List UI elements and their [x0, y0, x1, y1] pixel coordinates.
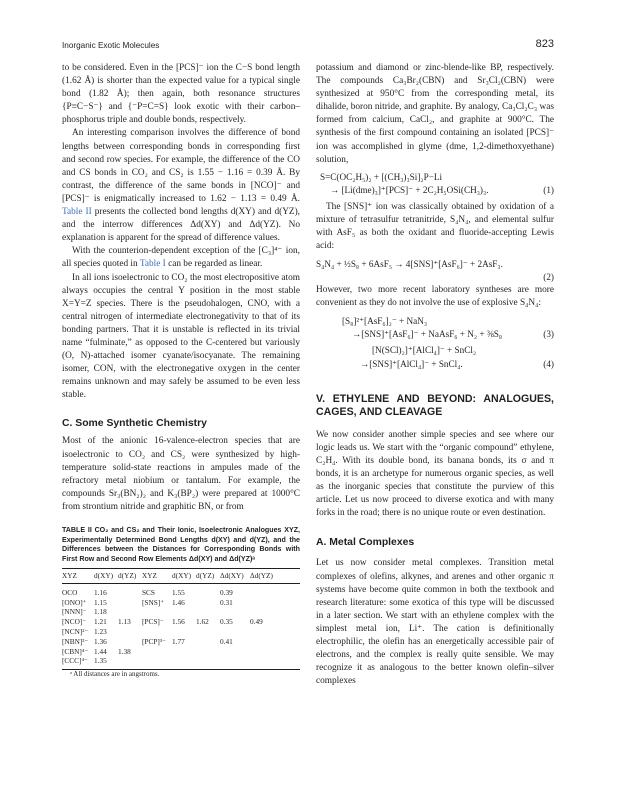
table-header-cell: d(YZ) — [196, 571, 215, 580]
table-row — [62, 656, 300, 666]
paragraph: potassium and diamond or zinc-blende-like BP, respectively. The compounds Ca₃Br₂(CBN) and Sr₃Cl₂(CBN) were synthesized at 950°C from the corresponding metal, its dihalide, boron nitride, and graphite. By analogy, Ca₃Cl₂C₃ was formed from calcium, CaCl₂, and graphite at 900°C. The synthesis of the first compound containing an isolated [PCS]⁻ ion was accomplished in glyme (dme, 1,2-dimethoxyethane) solution, — [316, 63, 554, 165]
table-header-cell: Δd(XY) — [220, 571, 244, 580]
table-cell — [118, 598, 142, 608]
table-cell — [250, 598, 300, 608]
table-row — [62, 583, 300, 597]
equation-number: (4) — [543, 358, 554, 369]
table-cell: 0.49 — [250, 617, 263, 627]
text-run: With the counterion-dependent exception of the [C₃]⁴⁻ ion, all species quoted in — [62, 246, 300, 270]
table-caption: TABLE II CO₂ and CS₂ and Their Ionic, Isoelectronic Analogues XYZ, Experimentally Determined Bond Lengths d(XY) and d(YZ), and the Differences between the Distances for Corresponding Bonds with First Row and Second Row Elements Δd(XY) and Δd(YZ)ᵃ — [62, 526, 300, 563]
table-cell — [220, 607, 250, 617]
text-run: An interesting comparison involves the difference of bond lengths between corresponding bonds in corresponding first and second row species. For example, the difference of the CO and CS bonds in CO₂ and CS₂ is 1.55 − 1.16 = 0.39 Å. By contrast, the difference of the same bonds in [NCO]⁻ and [PCS]⁻ is enigmatically increased to 1.62 − 1.13 = 0.49 Å. — [62, 128, 300, 204]
table-body — [62, 583, 300, 666]
equation-1 — [316, 171, 554, 197]
table-cell — [220, 656, 250, 666]
equation-text: →[SNS]⁺[AlCl₄]⁻ + SnCl₄. — [360, 358, 463, 369]
table-cell: 0.39 — [220, 587, 233, 597]
table-cell: [ONO]⁺ — [62, 597, 87, 607]
table-i-link[interactable]: Table I — [139, 259, 166, 270]
table-cell — [118, 583, 142, 597]
equation-number: (2) — [543, 271, 554, 282]
table-cell — [172, 656, 196, 666]
equation-line — [316, 271, 554, 284]
table-cell: 1.18 — [94, 607, 107, 617]
equation-line — [316, 358, 554, 371]
table-cell: 1.36 — [94, 636, 107, 646]
table-cell — [196, 637, 220, 647]
table-cell — [172, 647, 196, 657]
table-cell — [196, 647, 220, 657]
table-cell — [118, 607, 142, 617]
table-cell: [NBN]³⁻ — [62, 636, 89, 646]
table-cell — [250, 637, 300, 647]
paragraph — [62, 127, 300, 245]
equation-line: [S₈]²⁺[AsF₆]₂⁻ + NaN₃ — [342, 316, 428, 327]
equation-4 — [316, 344, 554, 370]
table-cell — [196, 656, 220, 666]
table-cell: [CCC]⁴⁻ — [62, 656, 88, 666]
table-cell — [220, 627, 250, 637]
table-cell — [250, 607, 300, 617]
table-row — [62, 598, 300, 608]
table-cell — [196, 583, 220, 597]
table-cell: SCS — [142, 587, 155, 597]
table-cell: 1.56 — [172, 617, 185, 627]
paragraph: Let us now consider metal complexes. Transition metal complexes of olefins, alkynes, and arenes and other organic π systems have become quite common in both the textbook and research literature: some exotica of this type will be discussed in a later section. We start with an ethylene complex with the simplest metal ion, Li⁺. The cation is definitionally electrophilic, the olefin has an energetically accessible pair of electrons, and the complex is really quite sensible. We may recognize it as analogous to the better known olefin–silver complexes — [316, 558, 554, 687]
table-cell: 1.44 — [94, 646, 107, 656]
section-heading-v: V. ETHYLENE AND BEYOND: ANALOGUES, CAGES, AND CLEAVAGE — [316, 392, 554, 418]
table-cell — [118, 627, 142, 637]
table-cell: 1.15 — [94, 597, 107, 607]
table-cell: 1.21 — [94, 617, 107, 627]
table-cell: [NCN]²⁻ — [62, 626, 89, 636]
equation-number: (1) — [543, 184, 554, 195]
equation-number: (3) — [543, 329, 554, 340]
table-header-cell: Δd(YZ) — [250, 571, 273, 580]
table-ii — [62, 526, 300, 679]
table-cell: 1.35 — [94, 656, 107, 666]
table-header-row — [62, 569, 300, 584]
table-cell: [NNN]⁻ — [62, 607, 87, 617]
section-heading-a: A. Metal Complexes — [316, 537, 415, 549]
section-heading-c: C. Some Synthetic Chemistry — [62, 418, 207, 430]
table-header-cell: d(XY) — [94, 571, 114, 580]
table-cell — [142, 627, 172, 637]
table-cell — [118, 656, 142, 666]
table-cell — [250, 627, 300, 637]
paragraph: The [SNS]⁺ ion was classically obtained by oxidation of a mixture of tetrasulfur tetranitride, S₄N₄, and elemental sulfur with AsF₅ as both the oxidant and fluoride-accepting Lewis acid: — [316, 202, 554, 252]
equation-line: S=C(OC₂H₅)₂ + [(CH₃)₃Si]₂P−Li — [320, 171, 443, 182]
paragraph: We now consider another simple species and see where our logic leads us. We start with the “organic compound” ethylene, C₂H₄. With its double bond, its banana bonds, its σ and π bonds, it is an archetype for numerous organic species, as well as the inorganic species that constitute the purview of this article. Let us now proceed to diverse exotica and with many forks in the road; there is no unique route or even destination. — [316, 429, 554, 519]
table-cell: [CBN]⁴⁻ — [62, 646, 89, 656]
table-cell: 1.13 — [118, 617, 131, 627]
table-cell — [250, 656, 300, 666]
paragraph: However, two more recent laboratory syntheses are more convenient as they do not involve the use of explosive S₄N₄: — [316, 284, 554, 308]
table-cell: [NCO]⁻ — [62, 617, 87, 627]
equation-line — [316, 184, 554, 197]
table-row — [62, 627, 300, 637]
running-title: Inorganic Exotic Molecules — [62, 41, 160, 50]
table-row — [62, 647, 300, 657]
equation-line: S₄N₄ + ½S₈ + 6AsF₅ → 4[SNS]⁺[AsF₆]⁻ + 2AsF₃. — [316, 258, 503, 269]
table-cell: 0.31 — [220, 597, 233, 607]
table-ii-grid — [62, 568, 300, 666]
equation-line: [N(SCl)₂]⁺[AlCl₄]⁻ + SnCl₂ — [372, 345, 477, 356]
table-cell: 0.35 — [220, 617, 233, 627]
table-cell: [PCS]⁻ — [142, 617, 164, 627]
text-run: can be regarded as linear. — [168, 259, 263, 270]
table-cell — [142, 607, 172, 617]
table-cell — [220, 647, 250, 657]
table-cell: OCO — [62, 587, 78, 597]
table-footnote: ᵃ All distances are in angstroms. — [70, 670, 160, 679]
table-header-cell: d(XY) — [172, 571, 192, 580]
table-cell — [196, 598, 220, 608]
equation-line — [316, 328, 554, 341]
table-row — [62, 607, 300, 617]
table-cell: 1.23 — [94, 626, 107, 636]
equation-3 — [316, 315, 554, 341]
table-header-cell: XYZ — [142, 571, 157, 580]
table-cell — [196, 607, 220, 617]
table-row — [62, 637, 300, 647]
table-cell — [250, 647, 300, 657]
paragraph — [62, 245, 300, 271]
equation-2 — [316, 258, 554, 284]
left-column — [62, 62, 300, 679]
text-run: presents the collected bond lengths d(XY) and d(YZ), and the interrow differences Δd(XY) and Δd(YZ). No explanation is apparent for the spread of difference values. — [62, 207, 301, 244]
table-cell — [142, 647, 172, 657]
equation-text: →[SNS]⁺[AsF₆]⁻ + NaAsF₆ + N₂ + ⅜S₈ — [352, 329, 503, 340]
table-cell — [196, 627, 220, 637]
table-cell — [142, 656, 172, 666]
table-ii-link[interactable]: Table II — [62, 207, 92, 218]
table-cell: 1.16 — [94, 587, 107, 597]
table-cell — [118, 637, 142, 647]
paragraph: to be considered. Even in the [PCS]⁻ ion the C−S bond length (1.62 Å) is shorter than the expected value for a typical single bond (1.82 Å); then again, both resonance structures {P≡C−S⁻} and {⁻P=C=S} look exotic with their carbon–phosphorus triple and double bonds, respectively. — [62, 63, 300, 126]
table-cell: 0.41 — [220, 636, 233, 646]
right-column — [316, 62, 554, 688]
page-number: 823 — [535, 38, 554, 50]
table-cell: [PCP]³⁻ — [142, 636, 166, 646]
table-cell: 1.55 — [172, 587, 185, 597]
table-cell — [250, 583, 300, 597]
table-header-cell: XYZ — [62, 571, 77, 580]
table-cell — [172, 607, 196, 617]
table-cell: 1.46 — [172, 597, 185, 607]
table-cell: 1.38 — [118, 646, 131, 656]
paragraph: Most of the anionic 16-valence-electron species that are isoelectronic to CO₂ and CS₂ were synthesized by high-temperature solid-state reactions in ampules made of the refractory metal niobium or tantalum. For example, the compounds Sr₃(BN₂)₂ and K₃(BP₂) were prepared at 1000°C from strontium nitride and graphitic BN, or from — [62, 436, 300, 512]
table-header-cell: d(YZ) — [118, 571, 137, 580]
table-cell: [SNS]⁺ — [142, 597, 165, 607]
table-cell: 1.62 — [196, 617, 209, 627]
table-cell: 1.77 — [172, 636, 185, 646]
table-row — [62, 617, 300, 627]
equation-text: → [Li(dme)₃]⁺[PCS]⁻ + 2C₂H₅OSi(CH₃)₃. — [330, 184, 489, 195]
table-cell — [172, 627, 196, 637]
paragraph: In all ions isoelectronic to CO₂ the most electropositive atom always occupies the central Y position in the most stable X=Y=Z species. There is the pseudohalogen, CNO, with a central nitrogen of intermediate electronegativity to that of its bonding partners. That it is unstable is reflected in its trivial name “fulminate,” as opposed to the C-centered but variously (O, N)-attached isomer cyanate/isocyanate. The remaining isomer, CON, with the electronegative oxygen in the center remains unknown and may safely be assumed to be even less stable. — [62, 272, 300, 401]
